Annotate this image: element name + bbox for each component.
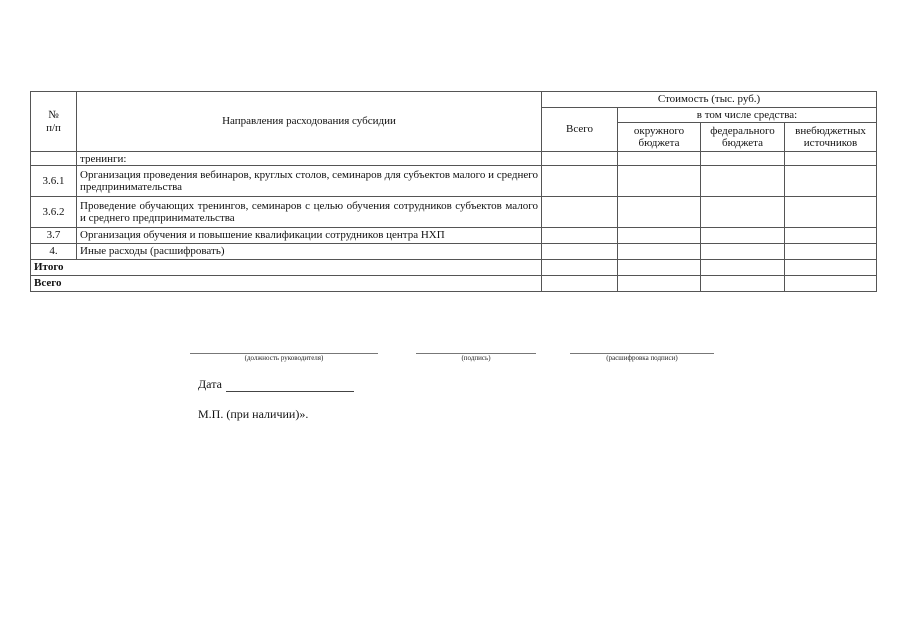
- cell-offbudget: [785, 228, 877, 244]
- cell-total: [542, 260, 618, 276]
- cell-total: [542, 276, 618, 292]
- cell-total: [542, 197, 618, 228]
- cell-federal: [701, 197, 785, 228]
- table-row: [31, 244, 877, 260]
- table-row: [31, 152, 877, 166]
- cell-federal: [701, 260, 785, 276]
- cell-district: [618, 276, 701, 292]
- date-label: Дата: [198, 377, 222, 391]
- date-field: [198, 377, 354, 392]
- header-federal-budget: федерального бюджета: [701, 123, 785, 152]
- header-cost: Стоимость (тыс. руб.): [542, 92, 877, 108]
- cell-offbudget: [785, 244, 877, 260]
- stamp-label: М.П. (при наличии)».: [198, 407, 309, 421]
- header-offbudget-sources: внебюджетных источников: [785, 123, 877, 152]
- cell-district: [618, 152, 701, 166]
- cell-total: [542, 152, 618, 166]
- subsidy-expenses-table: [30, 91, 877, 292]
- cell-federal: [701, 166, 785, 197]
- cell-offbudget: [785, 152, 877, 166]
- table-row: [31, 197, 877, 228]
- cell-district: [618, 197, 701, 228]
- row-num: 3.7: [31, 228, 77, 244]
- cell-federal: [701, 152, 785, 166]
- header-total: Всего: [542, 107, 618, 152]
- cell-offbudget: [785, 166, 877, 197]
- cell-offbudget: [785, 260, 877, 276]
- row-text: Организация обучения и повышение квалификации сотрудников центра НХП: [77, 228, 542, 244]
- cell-district: [618, 166, 701, 197]
- header-district-budget: окружного бюджета: [618, 123, 701, 152]
- cell-district: [618, 260, 701, 276]
- cell-total: [542, 166, 618, 197]
- row-text: тренинги:: [77, 152, 542, 166]
- header-direction: Направления расходования субсидии: [77, 92, 542, 152]
- cell-district: [618, 228, 701, 244]
- row-num: 3.6.1: [31, 166, 77, 197]
- signature-caption: (подпись): [461, 354, 491, 362]
- vsego-label: Всего: [31, 276, 542, 292]
- itogo-row: [31, 260, 877, 276]
- row-num: [31, 152, 77, 166]
- header-including: в том числе средства:: [618, 107, 877, 123]
- row-text: Организация проведения вебинаров, круглых столов, семинаров для субъектов малого и среднего предпринимательства: [77, 166, 542, 197]
- cell-offbudget: [785, 197, 877, 228]
- row-text: Проведение обучающих тренингов, семинаров с целью обучения сотрудников субъектов малого и среднего предпринимательства: [77, 197, 542, 228]
- table-row: [31, 166, 877, 197]
- cell-federal: [701, 276, 785, 292]
- row-text: Иные расходы (расшифровать): [77, 244, 542, 260]
- cell-district: [618, 244, 701, 260]
- table-row: [31, 228, 877, 244]
- itogo-label: Итого: [31, 260, 542, 276]
- date-blank-line: [226, 379, 354, 392]
- cell-total: [542, 244, 618, 260]
- cell-federal: [701, 244, 785, 260]
- position-caption: (должность руководителя): [244, 354, 324, 362]
- cell-total: [542, 228, 618, 244]
- row-num: 4.: [31, 244, 77, 260]
- cell-offbudget: [785, 276, 877, 292]
- cell-federal: [701, 228, 785, 244]
- row-num: 3.6.2: [31, 197, 77, 228]
- vsego-row: [31, 276, 877, 292]
- header-num: № п/п: [31, 92, 77, 152]
- decoding-caption: (расшифровка подписи): [606, 354, 678, 362]
